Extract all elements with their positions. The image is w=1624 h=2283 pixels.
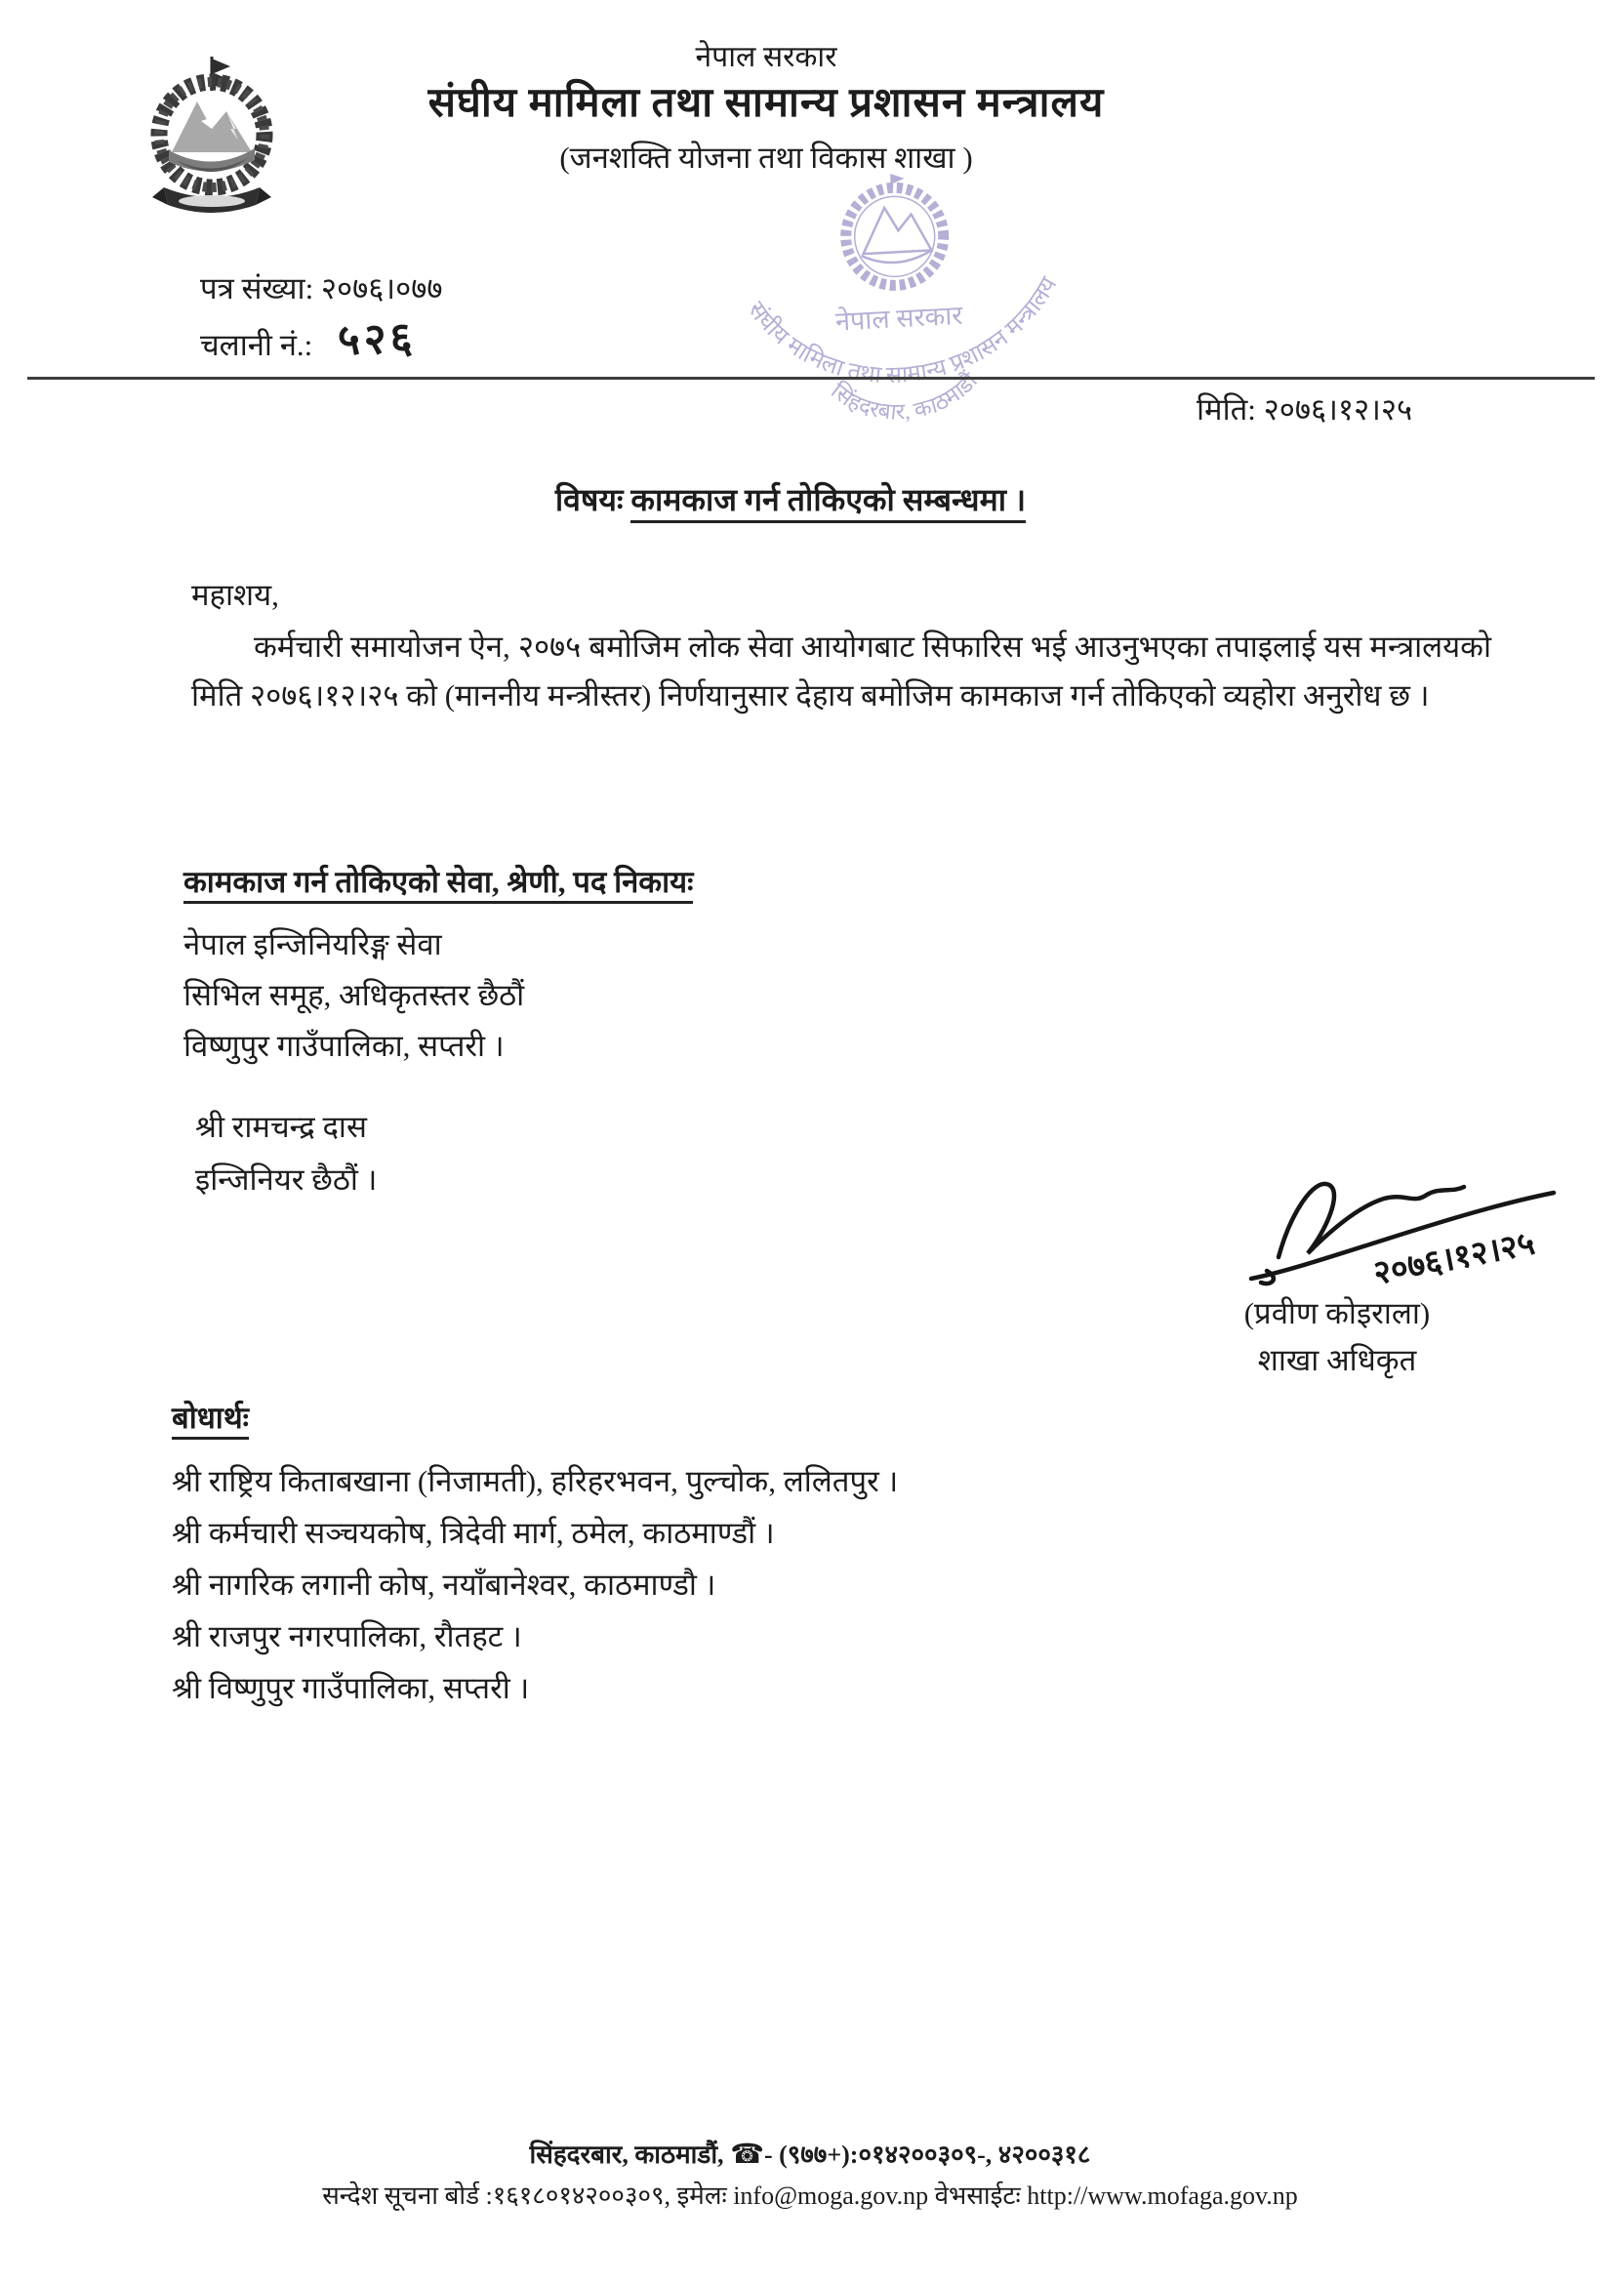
dispatch-number-row <box>200 312 418 366</box>
assignment-office: विष्णुपुर गाउँपालिका, सप्तरी । <box>183 1029 505 1063</box>
cc-heading: बोधार्थः <box>172 1401 249 1440</box>
header-divider <box>27 377 1595 380</box>
stamp-place-text: सिंहदरबार, काठमाडौं <box>826 368 983 425</box>
phone-icon: ☎ <box>730 2138 764 2170</box>
stamp-government-text: नेपाल सरकार <box>834 300 964 337</box>
ministry-stamp <box>710 137 1096 458</box>
subject-label: विषयः <box>554 482 624 517</box>
signatory-name: (प्रवीण कोइराला) <box>1243 1296 1431 1330</box>
assignment-section <box>183 857 693 1072</box>
salutation: महाशय, <box>191 578 279 612</box>
footer-info-line: सन्देश सूचना बोर्ड :१६१८०१४२००३०९, इमेलः info@moga.gov.np वेभसाईटः http://www.mofaga.gov.np <box>322 2181 1298 2210</box>
cc-item: श्री राजपुर नगरपालिका, रौतहट । <box>172 1619 522 1653</box>
assignment-group: सिभिल समूह, अधिकृतस्तर छैठौं <box>183 978 525 1012</box>
employee-name: श्री रामचन्द्र दास <box>195 1110 367 1144</box>
footer <box>117 2134 1503 2217</box>
branch-name: (जनशक्ति योजना तथा विकास शाखा ) <box>559 141 973 175</box>
assignment-heading: कामकाज गर्न तोकिएको सेवा, श्रेणी, पद निकायः <box>183 865 693 904</box>
assignment-service: नेपाल इन्जिनियरिङ्ग सेवा <box>183 927 442 961</box>
dispatch-label: चलानी नं.: <box>200 328 313 362</box>
employee-block <box>195 1101 377 1206</box>
letter-number: पत्र संख्या: २०७६।०७७ <box>200 271 443 306</box>
cc-item: श्री नागरिक लगानी कोष, नयाँबानेश्वर, काठमाण्डौ । <box>172 1568 716 1602</box>
letter-date: मिति: २०७६।१२।२५ <box>1197 392 1413 427</box>
employee-post: इन्जिनियर छैठौं । <box>195 1162 378 1197</box>
footer-phones: - (९७७+):०१४२००३०९-, ४२००३१८ <box>763 2140 1091 2169</box>
cc-section <box>172 1392 898 1714</box>
signatory-block <box>1200 1290 1474 1384</box>
dispatch-number-handwritten: ५२६ <box>337 312 418 366</box>
cc-item: श्री राष्ट्रिय किताबखाना (निजामती), हरिहरभवन, पुल्चोक, ललितपुर । <box>172 1464 899 1498</box>
body-paragraph: कर्मचारी समायोजन ऐन, २०७५ बमोजिम लोक सेवा आयोगबाट सिफारिस भई आउनुभएका तपाइलाई यस मन्त्रालयको मिति २०७६।१२।२५ को (माननीय मन्त्रीस्तर) निर्णयानुसार देहाय बमोजिम कामकाज गर्न तोकिएको व्यहोरा अनुरोध छ । <box>191 630 1491 713</box>
stamp-ministry-text: संघीय मामिला तथा सामान्य प्रशासन मन्त्रालय <box>743 272 1063 389</box>
footer-address: सिंहदरबार, काठमाडौं, <box>529 2140 731 2169</box>
cc-item: श्री विष्णुपुर गाउँपालिका, सप्तरी । <box>172 1671 530 1705</box>
ministry-name: संघीय मामिला तथा सामान्य प्रशासन मन्त्रालय <box>427 81 1105 126</box>
signatory-designation: शाखा अधिकृत <box>1257 1343 1417 1377</box>
signature-icon <box>1232 1163 1593 1310</box>
subject-text: कामकाज गर्न तोकिएको सम्बन्धमा । <box>630 482 1026 523</box>
footer-contact-line <box>117 2134 1503 2176</box>
cc-item: श्री कर्मचारी सञ्चयकोष, त्रिदेवी मार्ग, ठमेल, काठमाण्डौं । <box>172 1516 775 1550</box>
subject-line <box>146 478 1435 520</box>
signature-handwritten-date: २०७६।१२।२५ <box>1370 1225 1538 1292</box>
government-name: नेपाल सरकार <box>695 41 837 73</box>
